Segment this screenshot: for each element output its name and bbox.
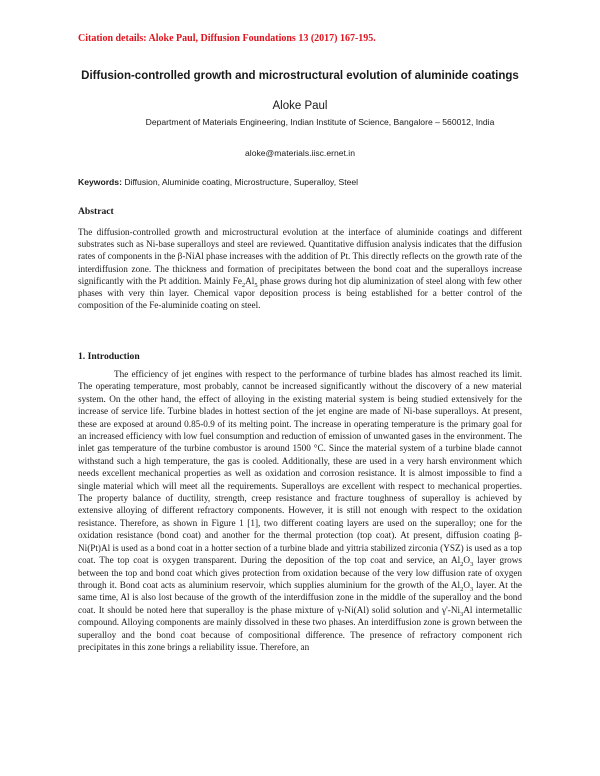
keywords-label: Keywords:	[78, 177, 122, 187]
abstract-body: The diffusion-controlled growth and microstructural evolution at the interface of aluminide coatings and different substrates such as Ni-base superalloys and steel are reviewed. Quantitative diffusion analysis indicates that the diffusion rates of components in the β-NiAl phase increases with the addition of Pt. This directly reflects on the growth rate of the interdiffusion zone. The thickness and formation of precipitates between the bond coat and the superalloys increase significantly with the Pt addition. Mainly $Fe_2Al_5$ phase grows during hot dip aluminization of steel along with few other phases with very thin layer. Chemical vapor deposition process is being established for a better control of the composition of the Fe-aluminide coating on steel.	[78, 227, 522, 311]
keywords-line	[78, 177, 522, 187]
section-heading-introduction: 1. Introduction	[78, 351, 140, 362]
keywords-text: Diffusion, Aluminide coating, Microstructure, Superalloy, Steel	[121, 177, 359, 187]
paper-title: Diffusion-controlled growth and microstructural evolution of aluminide coatings	[81, 70, 519, 82]
introduction-body: The efficiency of jet engines with respect to the performance of turbine blades has almost reached its limit. The operating temperature, most probably, cannot be increased significantly without the discovery of a new material system. On the other hand, the effect of alloying in the existing material system is being studied extensively for the increase of service life. Turbine blades in hottest section of the jet engine are made of Ni-base superalloys. At present, these are exposed at around 0.85-0.9 of its melting point. The increase in operating temperature is the primary goal for an increased efficiency with low fuel consumption and reduction of emission of unwanted gases in the environment. The inlet gas temperature of the turbine combustor is around 1500 °C. Since the material system of a turbine blade cannot withstand such a high temperature, the gas is cooled. Additionally, these are used in a very harsh environment which needs excellent mechanical properties as well as oxidation and corrosion resistance. It is almost impossible to find a single material which will meet all the requirements. Superalloys are excellent with respect to mechanical properties. The property balance of ductility, strength, creep resistance and fracture toughness of superalloy is achieved by extensive alloying of different refractory components. However, it is still not enough with respect to the oxidation resistance. Therefore, as shown in Figure 1 [1], two different coating layers are used on the superalloy; one for the oxidation resistance (bond coat) and another for the thermal protection (top coat). At present, diffusion coating β-Ni(Pt)Al is used as a bond coat in a hotter section of a turbine blade and yittria stabilized zirconia (YSZ) is used as a top coat. The top coat is oxygen transparent. During the deposition of the top coat and service, an $Al_2O_3$ layer grows between the top and bond coat which gives protection from oxidation because of the very low diffusion rate of oxygen through it. Bond coat acts as aluminium reservoir, which supplies aluminium for the growth of the $Al_2O_3$ layer. At the same time, Al is also lost because of the growth of the interdiffusion zone in the middle of the superalloy and the bond coat. It should be noted here that superalloy is the phase mixture of γ-Ni(Al) solid solution and $\gamma'-Ni_3Al$ intermetallic compound. Alloying components are mainly dissolved in these two phases. An interdiffusion zone is grown between the superalloy and the bond coat because of compositional difference. The presence of refractory component rich precipitates in this zone brings a reliability issue. Therefore, an	[78, 369, 522, 652]
author-name: Aloke Paul	[272, 100, 328, 112]
author-email	[78, 148, 522, 158]
email-link[interactable]: aloke@materials.iisc.ernet.in	[245, 148, 355, 158]
abstract-heading: Abstract	[78, 206, 114, 217]
author-affiliation: Department of Materials Engineering, Indian Institute of Science, Bangalore – 560012, India	[145, 117, 495, 127]
citation-details: Citation details: Aloke Paul, Diffusion Foundations 13 (2017) 167-195.	[78, 33, 376, 44]
